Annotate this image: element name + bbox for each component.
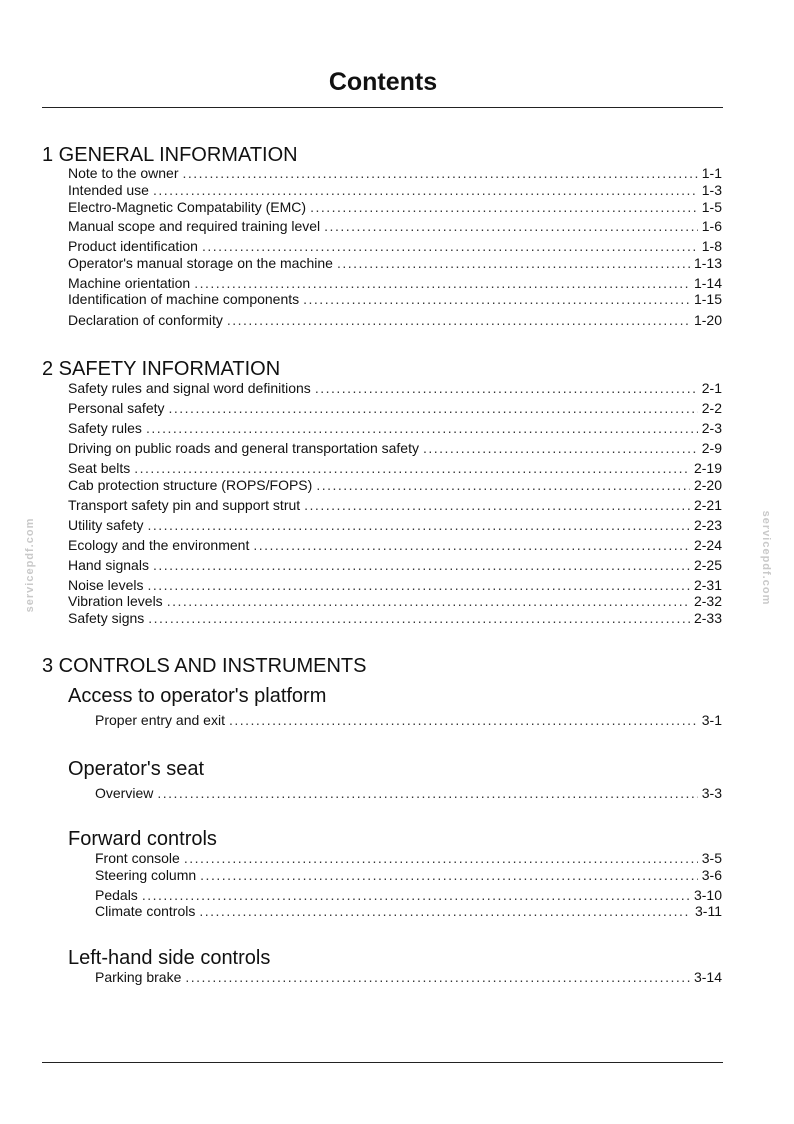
toc-entry-page: 3-3 (701, 785, 722, 801)
toc-entry-page: 1-14 (693, 275, 722, 291)
dot-leader (315, 379, 698, 397)
toc-entry-page: 1-20 (693, 312, 722, 328)
toc-entry[interactable] (68, 536, 722, 554)
dot-leader (303, 290, 690, 308)
toc-entry-page: 2-21 (693, 497, 722, 513)
toc-entry[interactable] (68, 439, 722, 457)
toc-entry-label: Vibration levels (68, 593, 163, 609)
toc-entry-page: 2-3 (701, 420, 722, 436)
toc-entry[interactable] (95, 784, 722, 802)
toc-entry-page: 2-19 (693, 460, 722, 476)
toc-entry-label: Seat belts (68, 460, 131, 476)
dot-leader (147, 516, 690, 534)
toc-entry[interactable] (95, 968, 722, 986)
section-heading: Operator's seat (68, 758, 205, 780)
toc-entry[interactable] (68, 181, 722, 199)
toc-entry-label: Safety rules (68, 420, 142, 436)
dot-leader (148, 609, 690, 627)
toc-entry-page: 1-5 (701, 199, 722, 215)
dot-leader (253, 536, 690, 554)
dot-leader (324, 217, 698, 235)
toc-entry-label: Utility safety (68, 517, 144, 533)
chapter-2-heading: 2 SAFETY INFORMATION (42, 358, 281, 380)
dot-leader (310, 198, 698, 216)
toc-entry-label: Electro-Magnetic Compatability (EMC) (68, 199, 307, 215)
toc-entry-label: Transport safety pin and support strut (68, 497, 301, 513)
section-heading: Left-hand side controls (68, 947, 271, 969)
toc-entry[interactable] (68, 609, 722, 627)
toc-entry[interactable] (68, 379, 722, 397)
toc-entry-page: 3-6 (701, 867, 722, 883)
dot-leader (185, 968, 690, 986)
toc-entry-label: Operator's manual storage on the machine (68, 255, 333, 271)
dot-leader (169, 399, 698, 417)
chapter-1-heading: 1 GENERAL INFORMATION (42, 144, 298, 166)
toc-entry-label: Identification of machine components (68, 291, 300, 307)
dot-leader (157, 784, 697, 802)
dot-leader (202, 237, 698, 255)
toc-entry-label: Manual scope and required training level (68, 218, 321, 234)
toc-entry-label: Pedals (95, 887, 138, 903)
dot-leader (153, 181, 698, 199)
toc-entry[interactable] (68, 198, 722, 216)
dot-leader (229, 711, 698, 729)
toc-entry-label: Personal safety (68, 400, 165, 416)
toc-entry-page: 2-33 (693, 610, 722, 626)
toc-entry-page: 3-5 (701, 850, 722, 866)
toc-entry-label: Climate controls (95, 903, 196, 919)
toc-entry-page: 3-11 (695, 903, 722, 919)
toc-entry-label: Safety signs (68, 610, 145, 626)
chapter-3-heading: 3 CONTROLS AND INSTRUMENTS (42, 655, 367, 677)
toc-entry-label: Safety rules and signal word definitions (68, 380, 311, 396)
toc-entry-page: 1-15 (693, 291, 722, 307)
toc-entry[interactable] (68, 164, 722, 182)
toc-entry[interactable] (68, 496, 722, 514)
toc-entry[interactable] (68, 311, 722, 329)
toc-entry-page: 1-6 (701, 218, 722, 234)
toc-entry-page: 2-23 (693, 517, 722, 533)
toc-entry[interactable] (68, 254, 722, 272)
toc-entry[interactable] (68, 592, 722, 610)
watermark-left: servicepdf.com (24, 517, 36, 613)
dot-leader (227, 311, 690, 329)
page-title: Contents (328, 68, 438, 96)
toc-entry[interactable] (68, 217, 722, 235)
toc-entry-label: Machine orientation (68, 275, 191, 291)
toc-entry-page: 1-3 (701, 182, 722, 198)
toc-entry-label: Declaration of conformity (68, 312, 223, 328)
toc-entry[interactable] (68, 459, 722, 477)
toc-entry-page: 1-1 (701, 165, 722, 181)
toc-entry-label: Note to the owner (68, 165, 179, 181)
toc-entry[interactable] (95, 866, 722, 884)
section-heading: Forward controls (68, 828, 217, 850)
dot-leader (304, 496, 690, 514)
toc-entry[interactable] (68, 516, 722, 534)
toc-entry-page: 2-25 (693, 557, 722, 573)
toc-entry-page: 2-20 (693, 477, 722, 493)
toc-entry-label: Parking brake (95, 969, 182, 985)
toc-entry-page: 1-13 (693, 255, 722, 271)
toc-entry[interactable] (68, 476, 722, 494)
toc-entry[interactable] (68, 556, 722, 574)
dot-leader (167, 592, 690, 610)
toc-entry-page: 2-24 (693, 537, 722, 553)
dot-leader (184, 849, 698, 867)
toc-entry-label: Noise levels (68, 577, 144, 593)
dot-leader (423, 439, 698, 457)
toc-entry[interactable] (68, 399, 722, 417)
dot-leader (183, 164, 698, 182)
toc-entry[interactable] (95, 902, 722, 920)
watermark-right: servicepdf.com (760, 510, 772, 606)
section-heading: Access to operator's platform (68, 685, 327, 707)
bottom-divider (42, 1062, 723, 1063)
toc-entry-label: Intended use (68, 182, 149, 198)
toc-entry-page: 2-31 (693, 577, 722, 593)
toc-entry-label: Proper entry and exit (95, 712, 225, 728)
toc-entry-page: 2-1 (701, 380, 722, 396)
toc-entry-label: Steering column (95, 867, 197, 883)
toc-entry-page: 2-2 (701, 400, 722, 416)
dot-leader (134, 459, 690, 477)
toc-entry[interactable] (95, 711, 722, 729)
toc-entry[interactable] (68, 290, 722, 308)
toc-entry-page: 2-32 (693, 593, 722, 609)
toc-entry-page: 2-9 (701, 440, 722, 456)
toc-entry-label: Driving on public roads and general transportation safety (68, 440, 419, 456)
dot-leader (316, 476, 690, 494)
toc-entry-label: Overview (95, 785, 154, 801)
dot-leader (153, 556, 690, 574)
dot-leader (199, 902, 691, 920)
toc-entry-page: 3-1 (701, 712, 722, 728)
toc-entry-page: 3-10 (693, 887, 722, 903)
toc-entry-label: Cab protection structure (ROPS/FOPS) (68, 477, 313, 493)
dot-leader (337, 254, 690, 272)
dot-leader (146, 419, 698, 437)
toc-entry[interactable] (68, 419, 722, 437)
toc-entry[interactable] (68, 237, 722, 255)
toc-entry-page: 1-8 (701, 238, 722, 254)
toc-entry-label: Ecology and the environment (68, 537, 250, 553)
toc-entry-label: Front console (95, 850, 180, 866)
toc-entry[interactable] (95, 849, 722, 867)
toc-entry-label: Hand signals (68, 557, 149, 573)
toc-entry-page: 3-14 (693, 969, 722, 985)
toc-entry-label: Product identification (68, 238, 198, 254)
dot-leader (200, 866, 698, 884)
